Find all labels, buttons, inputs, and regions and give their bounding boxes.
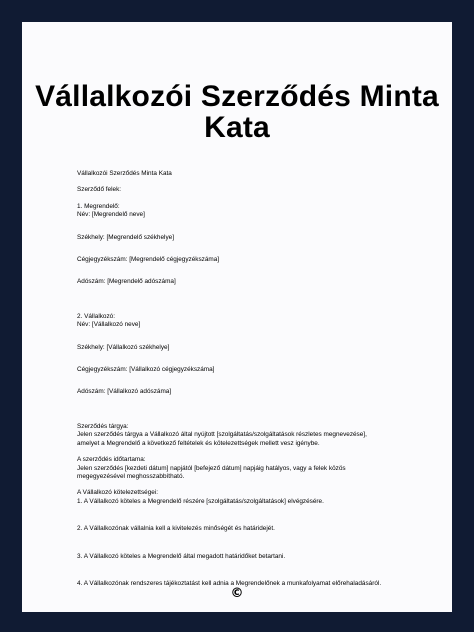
- copyright-icon: ©: [230, 586, 244, 601]
- contractor-tax: Adószám: [Vállalkozó adószáma]: [77, 388, 172, 396]
- obligation-item-2: 2. A Vállalkozónak vállalnia kell a kivitelezés minőségét és határidejét.: [77, 525, 275, 533]
- document-heading: Vállalkozói Szerződés Minta Kata: [77, 170, 172, 177]
- subject-line-1: Jelen szerződés tárgya a Vállalkozó által nyújtott [szolgáltatás/szolgáltatások részletes megnevezése],: [77, 431, 367, 439]
- title-line-1: Vállalkozói Szerződés Minta: [35, 80, 439, 113]
- duration-label: A szerződés időtartama:: [77, 456, 146, 464]
- obligation-item-4: 4. A Vállalkozónak rendszeres tájékoztatást kell adnia a Megrendelőnek a munkafolyamat előrehaladásáról.: [77, 579, 382, 587]
- document-title: [22, 81, 452, 143]
- obligation-item-3: 3. A Vállalkozó köteles a Megrendelő által megadott határidőket betartani.: [77, 552, 286, 560]
- subject-line-2: amelyet a Megrendelő a következő feltételek és kötelezettségek mellett vesz igénybe.: [77, 439, 320, 447]
- client-label: 1. Megrendelő:: [77, 202, 120, 210]
- contractor-company-reg: Cégjegyzékszám: [Vállalkozó cégjegyzékszáma]: [77, 366, 215, 374]
- duration-line-2: megegyezésével meghosszabbítható.: [77, 472, 185, 480]
- obligations-label: A Vállalkozó kötelezettségei:: [77, 489, 158, 497]
- document-page: [22, 22, 452, 612]
- document-body: [77, 170, 427, 588]
- contractor-name: Név: [Vállalkozó neve]: [77, 321, 141, 329]
- client-seat: Székhely: [Megrendelő székhelye]: [77, 233, 174, 241]
- obligation-item-1: 1. A Vállalkozó köteles a Megrendelő részére [szolgáltatás/szolgáltatások] elvégzésére.: [77, 497, 324, 505]
- client-company-reg: Cégjegyzékszám: [Megrendelő cégjegyzékszáma]: [77, 256, 220, 264]
- client-tax: Adószám: [Megrendelő adószáma]: [77, 278, 176, 286]
- parties-label: Szerződő felek:: [77, 186, 122, 194]
- subject-label: Szerződés tárgya:: [77, 422, 129, 430]
- contractor-seat: Székhely: [Vállalkozó székhelye]: [77, 343, 170, 351]
- duration-line-1: Jelen szerződés [kezdeti dátum] napjától [befejező dátum] napjáig hatályos, vagy a felek közös: [77, 464, 346, 472]
- client-name: Név: [Megrendelő neve]: [77, 211, 145, 219]
- contractor-label: 2. Vállalkozó:: [77, 312, 116, 320]
- title-line-2: Kata: [204, 111, 270, 144]
